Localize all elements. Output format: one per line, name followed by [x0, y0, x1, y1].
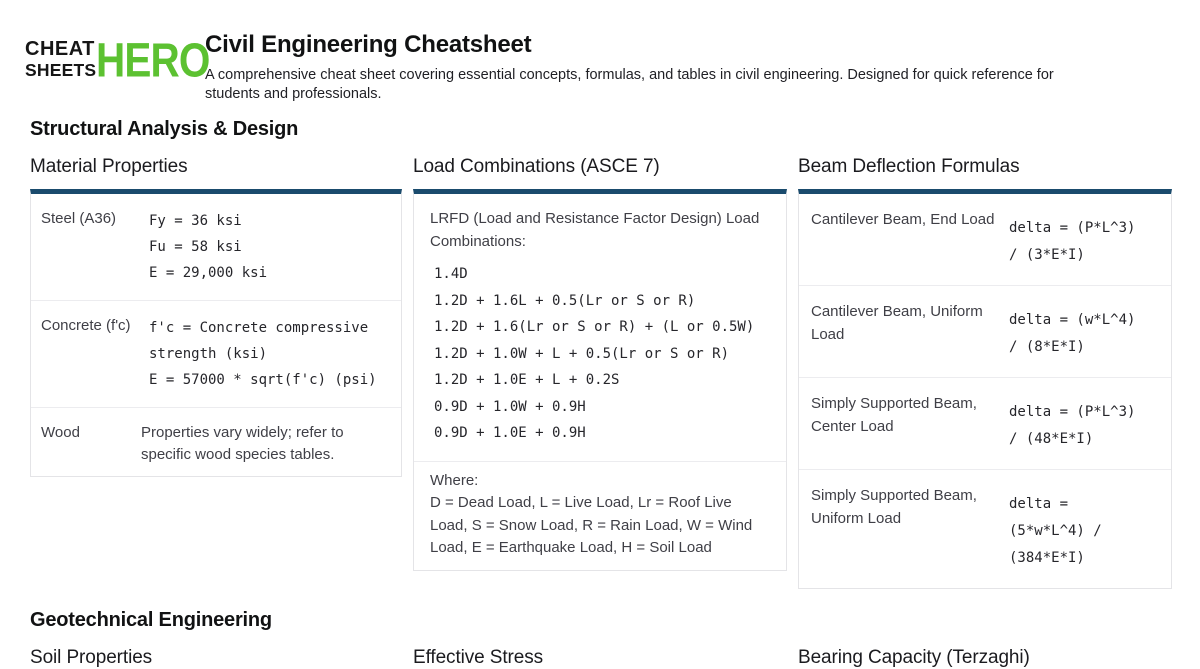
code-line: 1.2D + 1.0W + L + 0.5(Lr or S or R)	[434, 345, 730, 362]
beam-case-label: Cantilever Beam, Uniform Load	[811, 303, 983, 343]
card-title-soil-properties: Soil Properties	[30, 647, 153, 668]
code-block	[141, 309, 393, 397]
code-line: 1.2D + 1.0E + L + 0.2S	[434, 372, 620, 388]
structural-grid	[30, 156, 1172, 589]
card-beam-deflection	[798, 189, 1172, 589]
beam-case-label: Simply Supported Beam, Uniform Load	[811, 487, 977, 527]
table-row	[799, 194, 1171, 286]
logo-word-sheets: SHEETS	[25, 60, 97, 80]
page-description: A comprehensive cheat sheet covering essential concepts, formulas, and tables in civil engineering. Designed for quick reference for students and professionals.	[205, 67, 1054, 102]
page-header	[0, 0, 1200, 102]
card-title-load-combinations: Load Combinations (ASCE 7)	[413, 156, 660, 177]
code-line: E = 29,000 ksi	[149, 265, 268, 281]
material-value	[141, 202, 393, 290]
code-line: Fu = 58 ksi	[149, 239, 242, 255]
beam-formula: delta = (5*w*L^4) / (384*E*I)	[1009, 496, 1102, 566]
main-content	[0, 118, 1200, 669]
beam-formula: delta = (P*L^3) / (3*E*I)	[1009, 220, 1136, 263]
page-title: Civil Engineering Cheatsheet	[205, 31, 532, 58]
code-line: 0.9D + 1.0E + 0.9H	[434, 425, 586, 441]
title-block	[205, 31, 1110, 103]
code-line: 0.9D + 1.0W + 0.9H	[434, 398, 586, 415]
load-combinations-legend	[414, 462, 786, 570]
material-label: Concrete (f'c)	[41, 317, 131, 334]
table-row	[31, 301, 401, 408]
beam-case-label: Cantilever Beam, End Load	[811, 211, 995, 228]
section-heading-geotechnical: Geotechnical Engineering	[30, 609, 272, 631]
column-load-combinations	[413, 156, 787, 571]
table-row	[31, 408, 401, 476]
material-value	[141, 416, 393, 466]
code-block	[141, 202, 393, 290]
beam-formula: delta = (w*L^4) / (8*E*I)	[1009, 312, 1136, 355]
legend-text: D = Dead Load, L = Live Load, Lr = Roof Live Load, S = Snow Load, R = Rain Load, W = Wind Load, E = Earthquake Load, H = Soil Load	[430, 494, 753, 556]
table-row	[799, 470, 1171, 588]
card-title-bearing-capacity: Bearing Capacity (Terzaghi)	[798, 647, 1030, 668]
code-line: f'c = Concrete compressive strength (ksi)	[149, 320, 369, 362]
legend-label: Where:	[430, 471, 479, 489]
code-line: 1.2D + 1.6L + 0.5(Lr or S or R)	[434, 292, 696, 309]
table-row	[31, 194, 401, 301]
load-combinations-intro: LRFD (Load and Resistance Factor Design) Load Combinations:	[430, 210, 760, 250]
card-load-combinations	[413, 189, 787, 571]
material-value	[141, 309, 393, 397]
code-line: 1.2D + 1.6(Lr or S or R) + (L or 0.5W)	[434, 319, 755, 335]
card-title-beam-deflection: Beam Deflection Formulas	[798, 156, 1020, 177]
logo-word-cheat: CHEAT	[25, 38, 95, 60]
logo-word-hero: HERO	[96, 32, 210, 88]
load-combinations-body	[414, 194, 786, 462]
beam-case-label: Simply Supported Beam, Center Load	[811, 395, 977, 435]
card-title-effective-stress: Effective Stress	[413, 647, 544, 668]
column-material-properties	[30, 156, 402, 477]
material-label: Wood	[41, 424, 80, 441]
code-line: E = 57000 * sqrt(f'c) (psi)	[149, 372, 377, 388]
code-block	[430, 261, 770, 447]
material-note: Properties vary widely; refer to specific wood species tables.	[141, 424, 344, 463]
card-material-properties	[30, 189, 402, 477]
section-heading-structural: Structural Analysis & Design	[30, 118, 299, 140]
column-beam-deflection	[798, 156, 1172, 589]
card-title-material-properties: Material Properties	[30, 156, 188, 177]
cheatsheetshero-logo[interactable]	[25, 32, 225, 88]
beam-formula: delta = (P*L^3) / (48*E*I)	[1009, 404, 1136, 447]
logo-wordmark	[25, 39, 96, 81]
geotechnical-grid	[30, 647, 1172, 669]
table-row	[799, 378, 1171, 470]
table-row	[799, 286, 1171, 378]
code-line: 1.4D	[434, 266, 468, 282]
material-label: Steel (A36)	[41, 210, 117, 227]
code-line: Fy = 36 ksi	[149, 213, 242, 229]
